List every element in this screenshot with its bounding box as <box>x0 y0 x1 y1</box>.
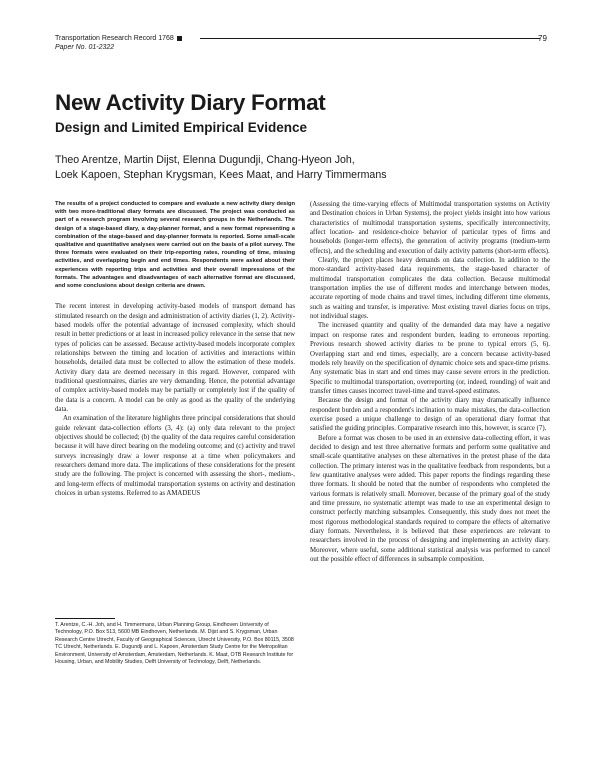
square-bullet-icon <box>177 36 182 41</box>
paper-subtitle: Design and Limited Empirical Evidence <box>55 120 308 135</box>
body-paragraph: (Assessing the time-varying effects of Multimodal transportation systems on Activity and Destination choices in Urban Systems), the project yields insight into how various characteristics of multimodal transportation systems, specifically interconnectivity, affect location- and residence-choice behavior of particular types of firms and households (longer-term effects), the generation of activity programs (medium-term effects), and the scheduling and execution of daily activity patterns (short-term effects). <box>310 201 550 255</box>
paper-number: Paper No. 01-2322 <box>55 44 115 51</box>
body-paragraph: The recent interest in developing activity-based models of transport demand has stimulated research on the design and administration of activity diaries (1, 2). Activity-based models offer the potential advantage of increased complexity, which should result in better predictions or at least in increased policy relevance in the sense that new types of policies can be assessed. Because activity-based models incorporate complex relationships between the timing and location of activities and interactions within households, detailed data must be collected to allow the estimation of these models. Activity diary data are deemed necessary in this regard. However, compared with traditional questionnaires, diaries are very demanding. Hence, the potential advantage of complex activity-based models may be partially or completely lost if the quality of the data is a concern. A model can be only as good as the quality of the underlying data. <box>55 303 296 414</box>
author-affiliations-footnote: T. Arentze, C.-H. Joh, and H. Timmermans, Urban Planning Group, Eindhoven University of Technology, P.O. Box 513, 5600 MB Eindhoven, Netherlands. M. Dijst and S. Krygsman, Urban Research Centre Utrecht, Faculty of Geographical Sciences, Utrecht University, P.O. Box 80115, 3508 TC Utrecht, Netherlands. E. Dugundji and L. Kapoen, Amsterdam Study Centre for the Metropolitan Environment, University of Amsterdam, Amsterdam, Netherlands. K. Maat, OTB Research Institute for Housing, Urban, and Mobility Studies, Delft University of Technology, Delft, Netherlands. <box>55 622 294 666</box>
author-line: Loek Kapoen, Stephan Krygsman, Kees Maat, and Harry Timmermans <box>55 169 387 181</box>
abstract: The results of a project conducted to compare and evaluate a new activity diary design with two more-traditional diary formats are discussed. The project was conducted as part of a research program involving several research groups in the Netherlands. The design of a stage-based diary, a day-planner format, and a new format representing a combination of the stage-based and day-planner formats is reported. Some small-scale qualitative and quantitative analyses were carried out on the basis of a pilot survey. The three formats were evaluated on their trip-reporting rates, rounding of time, missing activities, and overlapping begin and end times. Respondents were asked about their experiences with reporting trips and activities and their overall impressions of the formats. The advantages and disadvantages of each alternative format are discussed, and some conclusions about design criteria are drawn. <box>55 201 295 290</box>
body-paragraph: Before a format was chosen to be used in an extensive data-collecting effort, it was decided to design and test three alternative formats and perform some qualitative and small-scale quantitative analyses on these alternatives in the pretest phase of the data collection. The primary interest was in the qualitative feedback from respondents, but a few quantitative analyses were added. This paper reports the findings regarding these three formats. It should be noted that the number of respondents who completed the various formats is relatively small. Moreover, because of the primary goal of the study and time pressure, no systematic attempt was made to use an experimental design to construct perfectly matching subsamples. Consequently, this study does not meet the most rigorous methodological standards required to compare the effects of alternative diary formats. Nevertheless, it is believed that these experiences are relevant to researchers involved in the process of designing and implementing an activity diary. Moreover, where useful, some additional statistical analysis was performed to cancel out the possible effect of differences in subsample composition. <box>310 434 550 564</box>
paper-title: New Activity Diary Format <box>55 90 326 115</box>
running-header <box>55 34 182 52</box>
body-paragraph: An examination of the literature highlights three principal considerations that should guide relevant data-collection efforts (3, 4): (a) only data relevant to the project objectives should be collected; (b) the quality of the data requires careful consideration because it will have direct bearing on the modeling outcome; and (c) activity and travel surveys increasingly draw a lower response at a time when policymakers and researchers demand more data. The implications of these considerations for the present study are the following. The project is concerned with assessing the short-, medium-, and long-term effects of multimodal transportation systems on activity and destination choices in urban systems. Referred to as AMADEUS <box>55 415 295 498</box>
author-list <box>55 153 555 183</box>
left-column <box>55 200 295 498</box>
right-column <box>310 200 550 564</box>
author-line: Theo Arentze, Martin Dijst, Elenna Dugundji, Chang-Hyeon Joh, <box>55 154 355 166</box>
body-paragraph: Clearly, the project places heavy demands on data collection. In addition to the more-standard activity-based data requirements, the stage-based character of multimodal transportation complicates the data collection. Because multimodal transportation implies the use of different modes and interchange between modes, accurate reporting of mode chains and travel times, including different time elements, such as waiting and transfer, is imperative. Most existing travel diaries focus on trips, not individual stages. <box>310 257 550 321</box>
body-paragraph: Because the design and format of the activity diary may dramatically influence respondent burden and a respondent's inclination to make mistakes, the data-collection exercise posed a unique challenge to design of an operational diary format that satisfied the guiding principles. Comparative research into this, however, is scarce (7). <box>310 397 550 433</box>
header-rule <box>200 38 540 39</box>
footnote-rule <box>55 618 115 619</box>
page-number: 79 <box>538 34 547 43</box>
journal-name: Transportation Research Record 1768 <box>55 35 174 42</box>
body-paragraph: The increased quantity and quality of the demanded data may have a negative impact on response rates and respondent burden, leading to erroneous reporting. Previous research showed activity diaries to be prone to typical errors (5, 6). Overlapping start and end times, especially, are a concern because activity-based models rely heavily on the specification of dynamic choice sets and space-time prisms. Any systematic bias in start and end times may cause severe errors in the prediction. Specific to multimodal transportation, overreporting (or, indeed, rounding) of wait and transfer times causes incorrect travel-time and travel-speed estimates. <box>310 322 550 395</box>
